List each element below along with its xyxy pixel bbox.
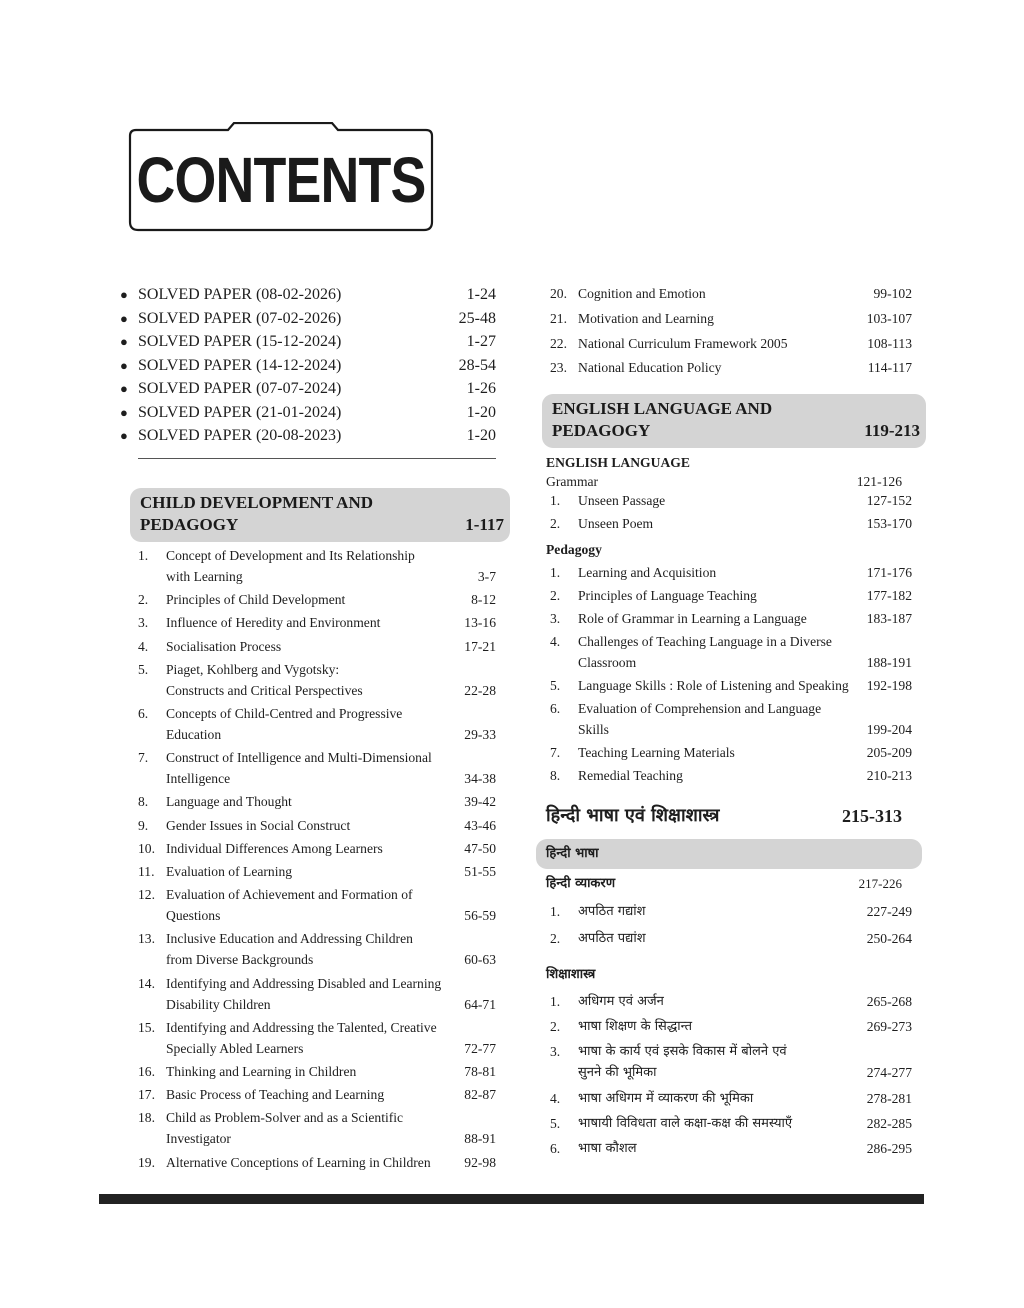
solved-paper-title: SOLVED PAPER (21-01-2024)	[138, 403, 342, 421]
entry-title: National Education Policy	[578, 360, 722, 376]
subsection-label: हिन्दी भाषा	[546, 846, 599, 861]
entry-number: 17.	[138, 1087, 155, 1103]
entry-title: Principles of Child Development	[166, 592, 346, 608]
entry-number: 3.	[138, 615, 149, 631]
entry-number: 2.	[550, 588, 561, 603]
entry-title: from Diverse Backgrounds	[166, 952, 314, 968]
entry-number: 1.	[138, 548, 149, 563]
entry-number: 2.	[550, 1019, 561, 1035]
entry-title: Learning and Acquisition	[578, 565, 717, 580]
entry-pages: 278-281	[866, 1090, 912, 1106]
entry-title: Education	[166, 727, 222, 742]
solved-paper-title: SOLVED PAPER (07-07-2024)	[138, 380, 342, 397]
entry-number: 4.	[550, 634, 561, 649]
subsection-title: हिन्दी व्याकरण	[546, 876, 616, 891]
entry-number: 14.	[138, 975, 155, 991]
entry-number: 5.	[550, 1115, 561, 1131]
bullet-icon: ●	[120, 287, 128, 302]
entry-title: Language and Thought	[166, 794, 292, 810]
entry-number: 13.	[138, 931, 155, 947]
entry-pages: 8-12	[471, 592, 496, 608]
solved-paper-title: SOLVED PAPER (15-12-2024)	[138, 333, 342, 350]
subsection-title: Grammar	[546, 474, 599, 489]
entry-title: Inclusive Education and Addressing Children	[166, 931, 413, 947]
entry-number: 5.	[550, 678, 561, 693]
entry-title: Basic Process of Teaching and Learning	[166, 1087, 385, 1103]
entry-title: Concepts of Child-Centred and Progressive	[166, 706, 403, 721]
entry-title: Questions	[166, 908, 221, 924]
entry-title: Disability Children	[166, 996, 271, 1012]
entry-pages: 108-113	[867, 335, 912, 351]
section-title: ENGLISH LANGUAGE AND	[552, 399, 773, 418]
entry-pages: 227-249	[866, 904, 912, 919]
entry-pages: 265-268	[866, 994, 912, 1009]
footer-bar	[99, 1194, 924, 1204]
entry-pages: 205-209	[866, 745, 912, 760]
entry-pages: 17-21	[464, 638, 496, 654]
subsection-title: ENGLISH LANGUAGE	[546, 455, 690, 470]
entry-pages: 56-59	[464, 908, 496, 924]
entry-title: Unseen Passage	[578, 493, 666, 508]
entry-pages: 269-273	[866, 1019, 912, 1035]
entry-title: भाषायी विविधता वाले कक्षा-कक्ष की समस्याएँ	[578, 1115, 793, 1131]
solved-paper-pages: 1-20	[466, 427, 496, 444]
entry-pages: 183-187	[866, 611, 912, 626]
entry-pages: 22-28	[464, 682, 496, 698]
entry-pages: 250-264	[866, 931, 912, 946]
entry-number: 6.	[550, 1141, 561, 1156]
entry-number: 8.	[550, 768, 561, 783]
entry-pages: 286-295	[866, 1141, 912, 1156]
subsection-label	[546, 540, 902, 560]
entry-pages: 47-50	[464, 840, 496, 856]
entry-title: Constructs and Critical Perspectives	[166, 682, 363, 698]
entry-title: Language Skills : Role of Listening and Speaking	[578, 678, 849, 693]
entry-pages: 99-102	[873, 286, 912, 301]
entry-title: Teaching Learning Materials	[578, 745, 735, 760]
entry-number: 9.	[138, 817, 149, 833]
entry-pages: 43-46	[464, 817, 496, 833]
entry-title: Role of Grammar in Learning a Language	[578, 611, 807, 626]
solved-paper-pages: 28-54	[458, 356, 496, 374]
entry-title: Individual Differences Among Learners	[166, 840, 383, 856]
entry-number: 18.	[138, 1110, 155, 1126]
entry-pages: 114-117	[867, 360, 912, 376]
entry-number: 5.	[138, 661, 149, 677]
subsection-pages: 217-226	[858, 876, 902, 891]
entry-title: अपठित गद्यांश	[578, 904, 646, 919]
entry-pages: 92-98	[464, 1154, 496, 1170]
bullet-icon: ●	[120, 334, 128, 349]
entry-title: Skills	[578, 722, 609, 737]
bullet-icon: ●	[120, 381, 128, 396]
entry-title: Concept of Development and Its Relationship	[166, 548, 415, 563]
entry-pages: 13-16	[464, 615, 496, 631]
entry-pages: 274-277	[866, 1065, 912, 1081]
entry-pages: 192-198	[866, 678, 912, 693]
entry-pages: 103-107	[866, 310, 912, 326]
entry-title: Identifying and Addressing the Talented, Creative	[166, 1019, 437, 1035]
entry-number: 3.	[550, 611, 561, 626]
entry-title: Specially Abled Learners	[166, 1040, 304, 1056]
entry-number: 22.	[550, 335, 567, 351]
section-title: PEDAGOGY	[140, 515, 239, 534]
solved-paper-title: SOLVED PAPER (08-02-2026)	[138, 286, 342, 303]
entry-number: 4.	[138, 638, 149, 654]
entry-pages: 78-81	[464, 1064, 496, 1079]
entry-number: 15.	[138, 1019, 155, 1035]
entry-title: Identifying and Addressing Disabled and Learning	[166, 975, 442, 991]
entry-number: 8.	[138, 794, 149, 810]
entry-number: 11.	[138, 864, 155, 879]
entry-title: with Learning	[166, 569, 243, 584]
entry-title: Piaget, Kohlberg and Vygotsky:	[166, 661, 340, 677]
entry-number: 2.	[550, 931, 561, 946]
bullet-icon: ●	[120, 357, 128, 373]
subsection-label	[546, 965, 902, 985]
entry-title: Remedial Teaching	[578, 768, 683, 783]
entry-number: 21.	[550, 310, 567, 326]
entry-number: 6.	[550, 701, 561, 716]
entry-title: Cognition and Emotion	[578, 286, 706, 301]
entry-title: Evaluation of Learning	[166, 864, 293, 879]
entry-number: 6.	[138, 706, 149, 721]
entry-number: 1.	[550, 904, 561, 919]
entry-number: 23.	[550, 360, 567, 376]
entry-title: भाषा कौशल	[578, 1141, 637, 1156]
entry-title: Socialisation Process	[166, 638, 282, 654]
bullet-icon: ●	[120, 310, 128, 326]
entry-pages: 88-91	[464, 1131, 496, 1147]
subsection-title: शिक्षाशास्त्र	[546, 967, 596, 982]
solved-paper-pages: 25-48	[458, 309, 496, 327]
entry-title: भाषा शिक्षण के सिद्धान्त	[578, 1019, 693, 1035]
entry-pages: 282-285	[866, 1115, 912, 1131]
entry-number: 20.	[550, 286, 567, 301]
entry-title: Influence of Heredity and Environment	[166, 615, 381, 631]
entry-pages: 72-77	[464, 1040, 496, 1056]
page-title: CONTENTS	[136, 144, 426, 216]
entry-pages: 34-38	[464, 771, 496, 787]
entry-title: Thinking and Learning in Children	[166, 1064, 357, 1079]
section-header	[130, 488, 510, 542]
entry-title: Construct of Intelligence and Multi-Dimensional	[166, 750, 432, 766]
subsection-pages: 121-126	[856, 474, 902, 489]
entry-title: Evaluation of Achievement and Formation of	[166, 887, 413, 903]
entry-title: Evaluation of Comprehension and Language	[578, 701, 822, 716]
entry-pages: 199-204	[866, 722, 912, 737]
entry-number: 2.	[550, 515, 561, 531]
entry-pages: 39-42	[464, 794, 496, 810]
bullet-icon: ●	[120, 428, 128, 443]
entry-title: सुनने की भूमिका	[578, 1065, 657, 1081]
entry-pages: 127-152	[866, 493, 912, 508]
entry-title: Principles of Language Teaching	[578, 588, 757, 603]
entry-title: Gender Issues in Social Construct	[166, 817, 351, 833]
entry-pages: 29-33	[464, 727, 496, 742]
section-pages: 1-117	[465, 515, 504, 534]
bullet-icon: ●	[120, 404, 128, 420]
entry-title: Unseen Poem	[578, 515, 654, 531]
section-header-hindi	[546, 806, 902, 826]
entry-number: 10.	[138, 840, 155, 856]
entry-title: Intelligence	[166, 771, 231, 787]
entry-title: Child as Problem-Solver and as a Scientific	[166, 1110, 404, 1126]
subsection-label	[546, 874, 902, 894]
entry-number: 7.	[550, 745, 561, 760]
entry-pages: 171-176	[866, 565, 912, 580]
entry-title: Challenges of Teaching Language in a Diverse	[578, 634, 832, 649]
entry-number: 16.	[138, 1064, 155, 1079]
entry-number: 3.	[550, 1044, 561, 1060]
solved-paper-pages: 1-20	[466, 403, 496, 421]
entry-title: Motivation and Learning	[578, 310, 714, 326]
section-header	[542, 394, 926, 448]
divider-line	[138, 458, 496, 459]
subsection-title: Pedagogy	[546, 542, 602, 557]
solved-paper-pages: 1-26	[466, 380, 496, 397]
entry-pages: 153-170	[866, 515, 912, 531]
entry-number: 2.	[138, 592, 149, 608]
entry-title: भाषा अधिगम में व्याकरण की भूमिका	[578, 1090, 754, 1106]
entry-title: Classroom	[578, 655, 637, 670]
entry-title: अधिगम एवं अर्जन	[578, 994, 664, 1009]
entry-number: 1.	[550, 493, 561, 508]
entry-number: 4.	[550, 1090, 561, 1106]
entry-number: 7.	[138, 750, 149, 766]
subsection-label	[546, 472, 902, 492]
entry-title: भाषा के कार्य एवं इसके विकास में बोलने एवं	[578, 1044, 787, 1060]
entry-pages: 60-63	[464, 952, 496, 968]
entry-title: Alternative Conceptions of Learning in Children	[166, 1154, 431, 1170]
entry-pages: 188-191	[866, 655, 912, 670]
entry-number: 19.	[138, 1154, 155, 1170]
solved-paper-pages: 1-24	[466, 286, 496, 303]
entry-pages: 177-182	[866, 588, 912, 603]
section-pages: 215-313	[842, 806, 902, 826]
section-title: CHILD DEVELOPMENT AND	[140, 493, 373, 512]
entry-pages: 82-87	[464, 1087, 496, 1103]
section-pages: 119-213	[864, 421, 920, 440]
entry-title: National Curriculum Framework 2005	[578, 335, 788, 351]
entry-title: अपठित पद्यांश	[578, 931, 646, 946]
contents-title-box	[128, 122, 434, 232]
entry-pages: 64-71	[464, 996, 496, 1012]
solved-paper-title: SOLVED PAPER (14-12-2024)	[138, 356, 342, 374]
solved-paper-title: SOLVED PAPER (07-02-2026)	[138, 309, 342, 327]
entry-number: 12.	[138, 887, 155, 903]
subsection-label	[546, 453, 902, 473]
entry-number: 1.	[550, 565, 561, 580]
entry-pages: 3-7	[477, 569, 496, 584]
solved-paper-title: SOLVED PAPER (20-08-2023)	[138, 427, 342, 444]
solved-paper-pages: 1-27	[466, 333, 496, 350]
entry-title: Investigator	[166, 1131, 231, 1147]
entry-pages: 210-213	[866, 768, 912, 783]
section-title: हिन्दी भाषा एवं शिक्षाशास्त्र	[546, 805, 720, 826]
entry-pages: 51-55	[464, 864, 496, 879]
section-title: PEDAGOGY	[552, 421, 651, 440]
entry-number: 1.	[550, 994, 561, 1009]
